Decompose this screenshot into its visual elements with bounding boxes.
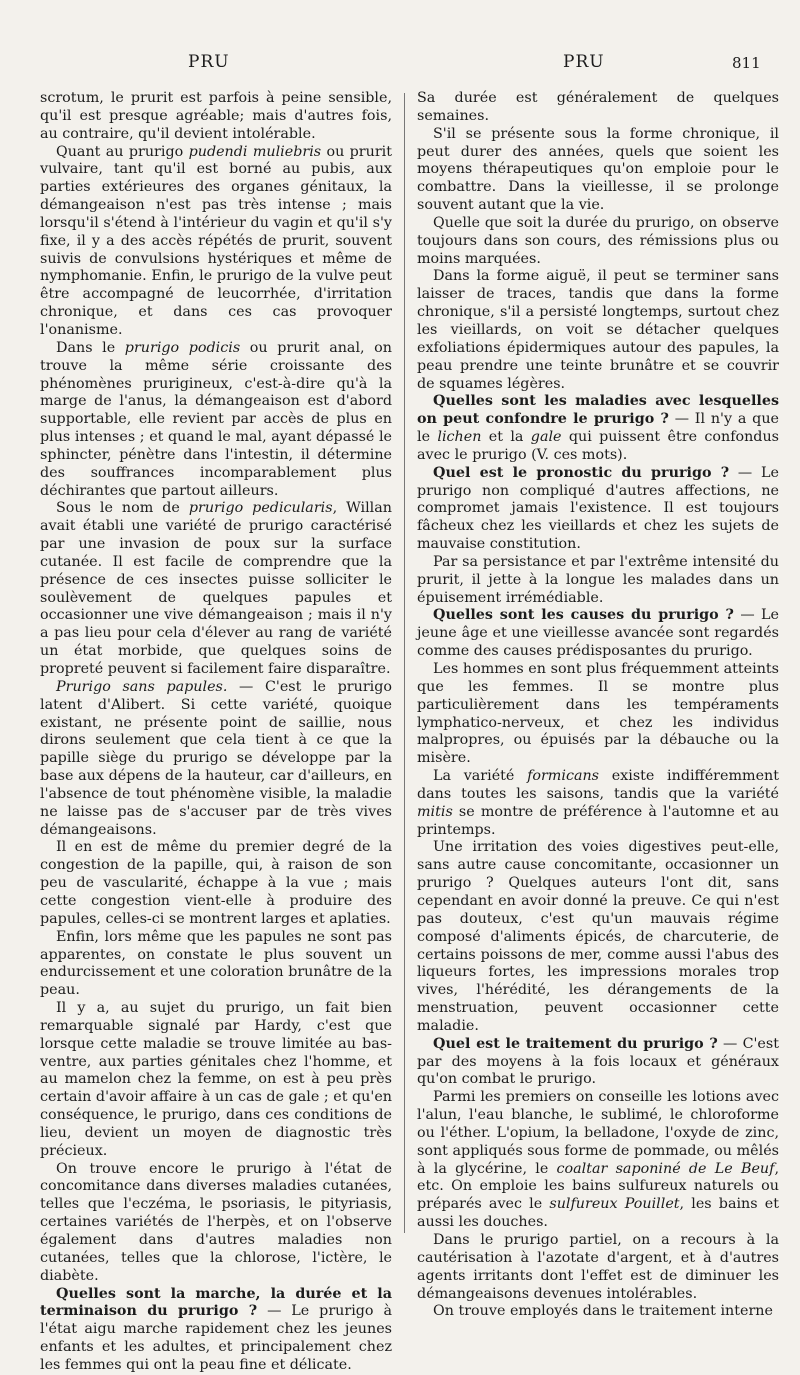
paragraph: Enfin, lors même que les papules ne sont pas apparentes, on constate le plus souvent un endurcissement et une coloration brunâtre de la peau. <box>40 928 392 999</box>
text-run: et la <box>481 429 531 446</box>
text-run: ou prurit anal, on trouve la même série croissante des phénomènes prurigineux, c'est-à-dire qu'à la marge de l'anus, la démangeaison est d'abord supportable, elle revient par accès de plus en plus intenses ; et quand le mal, ayant dépassé le sphincter, pénètre dans l'intestin, il détermine des souffrances incomparablement plus déchirantes que partout ailleurs. <box>40 339 393 499</box>
column-divider <box>404 93 405 1233</box>
italic-term: lichen <box>437 429 482 446</box>
paragraph: Il en est de même du premier degré de la congestion de la papille, qui, à raison de son peu de vascularité, échappe à la vue ; mais cette congestion vient-elle à produire des papules, celles-ci se montrent larges et aplaties. <box>40 839 392 927</box>
text-run: se montre de préférence à l'automne et au printemps. <box>417 803 779 838</box>
text-run: — C'est par des moyens à la fois locaux et généraux qu'on combat le prurigo. <box>417 1035 779 1088</box>
paragraph: Dans la forme aiguë, il peut se terminer sans laisser de traces, tandis que dans la forme chronique, s'il a persisté longtemps, surtout chez les vieillards, on voit se détacher quelques exfoliations épidermiques autour des papules, la peau prendre une teinte brunâtre et se couvrir de squames légères. <box>417 268 779 392</box>
paragraph <box>417 607 779 661</box>
question-heading: Quelles sont la marche, la durée et la terminaison du prurigo ? <box>40 1285 392 1320</box>
italic-term: Prurigo sans papules. <box>56 678 228 695</box>
paragraph <box>417 393 779 464</box>
right-column <box>417 90 779 1321</box>
text-run: Quant au prurigo <box>56 143 189 160</box>
italic-term: coaltar saponiné de Le Beuf <box>556 1160 775 1177</box>
paragraph: Il y a, au sujet du prurigo, un fait bien remarquable signalé par Hardy, c'est que lorsque cette maladie se trouve limitée au bas-ventre, aux parties génitales chez l'homme, et au mamelon chez la femme, on est à peu près certain d'avoir affaire à un cas de gale ; et qu'en conséquence, le prurigo, dans ces conditions de lieu, devient un moyen de diagnostic très précieux. <box>40 1000 392 1159</box>
text-run: — Le prurigo non compliqué d'autres affections, ne compromet jamais l'existence. Il est toujours fâcheux chez les vieillards et chez les sujets de mauvaise constitution. <box>417 464 779 553</box>
paragraph: Quelle que soit la durée du prurigo, on observe toujours dans son cours, des rémissions plus ou moins marquées. <box>417 214 779 267</box>
paragraph <box>40 340 392 501</box>
paragraph: S'il se présente sous la forme chronique, il peut durer des années, quels que soient les moyens thérapeutiques qu'on emploie pour le combattre. Dans la vieillesse, il se prolonge souvent autant que la vie. <box>417 125 779 214</box>
text-run: Dans le <box>56 339 125 356</box>
question-heading: Quel est le traitement du prurigo ? <box>433 1035 718 1052</box>
text-run: , etc. On emploie les bains sulfureux naturels ou préparés avec le <box>417 1160 779 1213</box>
paragraph <box>417 768 779 839</box>
paragraph <box>40 144 392 340</box>
paragraph: Sa durée est généralement de quelques semaines. <box>417 90 779 124</box>
text-run: , Willan avait établi une variété de prurigo caractérisé par une invasion de poux sur la surface cutanée. Il est facile de comprendre que la présence de ces insectes puisse solliciter le soulèvement de quelques papules et occasionner une vive démangeaison ; mais il n'y a pas lieu pour cela d'élever au rang de variété un état morbide, que quelques soins de propreté peuvent si facilement faire disparaître. <box>40 500 392 677</box>
text-run: La variété <box>433 768 528 785</box>
italic-term: mitis <box>417 803 453 820</box>
italic-term: gale <box>530 429 562 446</box>
paragraph: Les hommes en sont plus fréquemment atteints que les femmes. Il se montre plus particulièrement dans les tempéraments lymphatico-nerveux, et chez les individus malpropres, ou épuisés par la débauche ou la misère. <box>417 661 779 767</box>
paragraph: On trouve employés dans le traitement interne <box>433 1303 773 1320</box>
paragraph <box>40 1286 392 1375</box>
text-run: Parmi les premiers on conseille les lotions avec l'alun, l'eau blanche, le sublimé, le chloroforme ou l'éther. L'opium, la belladone, l'oxyde de zinc, sont appliqués sous forme de pommade, ou mêlés à la glycérine, le <box>417 1089 779 1177</box>
text-run: Sous le nom de <box>56 500 189 517</box>
paragraph: Par sa persistance et par l'extrême intensité du prurit, il jette à la longue les malades dans un épuisement irrémédiable. <box>417 553 779 606</box>
paragraph <box>417 1089 779 1232</box>
text-run: , les bains et aussi les douches. <box>417 1196 779 1231</box>
paragraph <box>40 500 392 678</box>
italic-term: formicans <box>527 768 600 785</box>
paragraph <box>417 1036 779 1090</box>
running-head-left: PRU <box>188 52 230 72</box>
text-run: — Le prurigo à l'état aigu marche rapidement chez les jeunes enfants et les adultes, et principalement chez les femmes qui ont la peau fine et délicate. <box>40 1303 392 1373</box>
paragraph: Une irritation des voies digestives peut-elle, sans autre cause concomitante, occasionner un prurigo ? Quelques auteurs l'ont dit, sans cependant en avoir donné la preuve. Ce qui n'est pas douteux, c'est qu'un mauvais régime composé d'aliments épicés, de charcuterie, de certains poissons de mer, comme aussi l'abus des liqueurs fortes, les impressions morales trop vives, l'hérédité, les dérangements de la menstruation, peuvent occasionner cette maladie. <box>417 839 779 1034</box>
question-heading: Quelles sont les maladies avec lesquelles on peut confondre le prurigo ? <box>417 393 779 428</box>
page-number: 811 <box>732 54 761 72</box>
text-run: — Le jeune âge et une vieillesse avancée sont regardés comme des causes prédisposantes du prurigo. <box>417 607 779 660</box>
question-heading: Quelles sont les causes du prurigo ? <box>433 607 734 624</box>
left-column <box>40 90 392 1375</box>
italic-term: prurigo pedicularis <box>188 500 333 517</box>
paragraph: scrotum, le prurit est parfois à peine sensible, qu'il est presque agréable; mais d'autres fois, au contraire, qu'il devient intolérable. <box>40 90 392 142</box>
paragraph: Dans le prurigo partiel, on a recours à la cautérisation à l'azotate d'argent, et à d'autres agents irritants dont l'effet est de diminuer les démangeaisons devenues intolérables. <box>417 1232 779 1302</box>
paragraph <box>40 679 392 840</box>
text-run: — Il n'y a que le <box>417 411 779 446</box>
italic-term: pudendi muliebris <box>188 143 322 160</box>
running-head-right: PRU <box>563 52 605 72</box>
text-run: qui puissent être confondus avec le prurigo (V. ces mots). <box>417 429 780 463</box>
text-run: existe indifféremment dans toutes les saisons, tandis que la variété <box>417 768 779 802</box>
paragraph <box>417 465 779 554</box>
italic-term: prurigo podicis <box>124 339 241 356</box>
question-heading: Quel est le pronostic du prurigo ? <box>433 464 730 481</box>
text-run: — C'est le prurigo latent d'Alibert. Si cette variété, quoique existant, ne présente point de saillie, nous dirons seulement que cela tient à ce que la papille siège du prurigo se développe par la base aux dépens de la hauteur, car d'ailleurs, en l'absence de tout phénomène visible, la maladie ne laisse pas de s'accuser par de très vives démangeaisons. <box>40 678 392 838</box>
paragraph: On trouve encore le prurigo à l'état de concomitance dans diverses maladies cutanées, telles que l'eczéma, le psoriasis, le pityriasis, certaines variétés de l'herpès, et on l'observe également dans d'autres maladies non cutanées, telles que la chlorose, l'ictère, le diabète. <box>40 1160 392 1284</box>
italic-term: sulfureux Pouillet <box>549 1196 680 1213</box>
text-run: ou prurit vulvaire, tant qu'il est borné au pubis, aux parties extérieures des organes génitaux, la démangeaison n'est pas très intense ; mais lorsqu'il s'étend à l'intérieur du vagin et qu'il s'y fixe, il y a des accès répétés de prurit, souvent suivis de convulsions hystériques et même de nymphomanie. Enfin, le prurigo de la vulve peut être accompagné de leucorrhée, d'irritation chronique, et dans ces cas provoquer l'onanisme. <box>40 143 392 338</box>
